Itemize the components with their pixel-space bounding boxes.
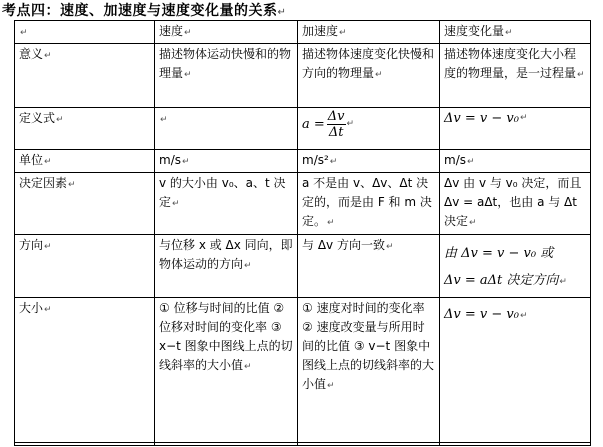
table-row bbox=[15, 108, 591, 150]
table-cell: Δv = v − v₀↵ bbox=[440, 298, 591, 446]
row-label: 大小↵ bbox=[15, 298, 155, 446]
header-cell: 速度变化量↵ bbox=[440, 21, 591, 44]
cell-return-icon: ↵ bbox=[172, 199, 180, 209]
cell-return-icon: ↵ bbox=[160, 115, 168, 125]
row-label: 定义式↵ bbox=[15, 108, 155, 150]
table-cell: ① 位移与时间的比值 ② 位移对时间的变化率 ③ x−t 图象中图线上点的切线斜率的大小值↵ bbox=[155, 298, 298, 446]
table-cell bbox=[155, 108, 298, 150]
cell-return-icon: ↵ bbox=[327, 218, 335, 228]
accel-formula: a = $\frac{\Delta v}{\Delta t}$ ↵ bbox=[302, 109, 355, 140]
cell-return-icon: ↵ bbox=[339, 28, 347, 38]
cell-return-icon: ↵ bbox=[56, 115, 64, 125]
table-cell: Δv 由 v 与 v₀ 决定，而且 Δv = aΔt，也由 a 与 Δt 决定↵ bbox=[440, 173, 591, 235]
cell-return-icon: ↵ bbox=[244, 261, 252, 271]
row-label: 单位↵ bbox=[15, 150, 155, 173]
cell-return-icon: ↵ bbox=[466, 157, 475, 167]
table-cell: 描述物体运动快慢和的物理量↵ bbox=[155, 44, 298, 108]
table-cell: 描述物体速度变化快慢和方向的物理量↵ bbox=[298, 44, 440, 108]
table-cell: 描述物体速度变化大小程度的物理量，是一过程量↵ bbox=[440, 44, 591, 108]
header-cell: 加速度↵ bbox=[298, 21, 440, 44]
cell-return-icon: ↵ bbox=[184, 28, 192, 38]
cell-return-icon: ↵ bbox=[20, 28, 28, 38]
table-cell: 与位移 x 或 Δx 同向，即物体运动的方向↵ bbox=[155, 235, 298, 298]
table-cell: m/s²↵ bbox=[298, 150, 440, 173]
table-cell bbox=[298, 108, 440, 150]
table-row bbox=[15, 235, 591, 298]
header-cell-empty bbox=[15, 21, 155, 44]
cell-return-icon: ↵ bbox=[375, 70, 383, 80]
table-cell: Δv = v − v₀ ↵ bbox=[440, 108, 591, 150]
cell-return-icon: ↵ bbox=[68, 180, 76, 190]
cell-return-icon: ↵ bbox=[519, 113, 528, 123]
table-cell: ① 速度对时间的变化率 ② 速度改变量与所用时间的比值 ③ v−t 图象中图线上点的切线斜率的大小值↵ bbox=[298, 298, 440, 446]
table-cell: a 不是由 v、Δv、Δt 决定的，而是由 F 和 m 决定。↵ bbox=[298, 173, 440, 235]
cell-return-icon: ↵ bbox=[346, 119, 355, 129]
cell-return-icon: ↵ bbox=[559, 277, 567, 287]
fraction: $\frac{\Delta v}{\Delta t}$ bbox=[327, 109, 345, 140]
cell-return-icon: ↵ bbox=[385, 242, 394, 252]
cell-return-icon: ↵ bbox=[244, 362, 252, 372]
table-cell: m/s↵ bbox=[155, 150, 298, 173]
table-row bbox=[15, 150, 591, 173]
cell-return-icon: ↵ bbox=[519, 311, 528, 321]
cell-return-icon: ↵ bbox=[184, 70, 192, 80]
section-title-text: 考点四：速度、加速度与速度变化量的关系 bbox=[2, 3, 278, 19]
table-row bbox=[15, 173, 591, 235]
table-header-row bbox=[15, 21, 591, 44]
comparison-table bbox=[14, 20, 591, 446]
cell-return-icon: ↵ bbox=[327, 381, 335, 391]
paragraph-mark-icon: ↵ bbox=[277, 7, 287, 18]
header-cell: 速度↵ bbox=[155, 21, 298, 44]
row-label: 方向↵ bbox=[15, 235, 155, 298]
cell-return-icon: ↵ bbox=[505, 28, 513, 38]
cell-return-icon: ↵ bbox=[181, 157, 190, 167]
cell-return-icon: ↵ bbox=[44, 157, 52, 167]
section-title bbox=[2, 0, 286, 18]
cell-return-icon: ↵ bbox=[44, 51, 52, 61]
row-label: 决定因素↵ bbox=[15, 173, 155, 235]
table-cell: 与 Δv 方向一致↵ bbox=[298, 235, 440, 298]
cell-return-icon: ↵ bbox=[469, 218, 477, 228]
cell-return-icon: ↵ bbox=[44, 305, 52, 315]
cell-return-icon: ↵ bbox=[44, 242, 52, 252]
cell-return-icon: ↵ bbox=[577, 70, 585, 80]
table-row bbox=[15, 44, 591, 108]
row-label: 意义↵ bbox=[15, 44, 155, 108]
table-row bbox=[15, 298, 591, 446]
table-cell: m/s↵ bbox=[440, 150, 591, 173]
cell-return-icon: ↵ bbox=[329, 157, 338, 167]
page-edge-line bbox=[14, 442, 590, 443]
table-cell: v 的大小由 v₀、a、t 决定↵ bbox=[155, 173, 298, 235]
table-cell: 由 Δv = v − v₀ 或 Δv = aΔt 决定方向↵ bbox=[440, 235, 591, 298]
